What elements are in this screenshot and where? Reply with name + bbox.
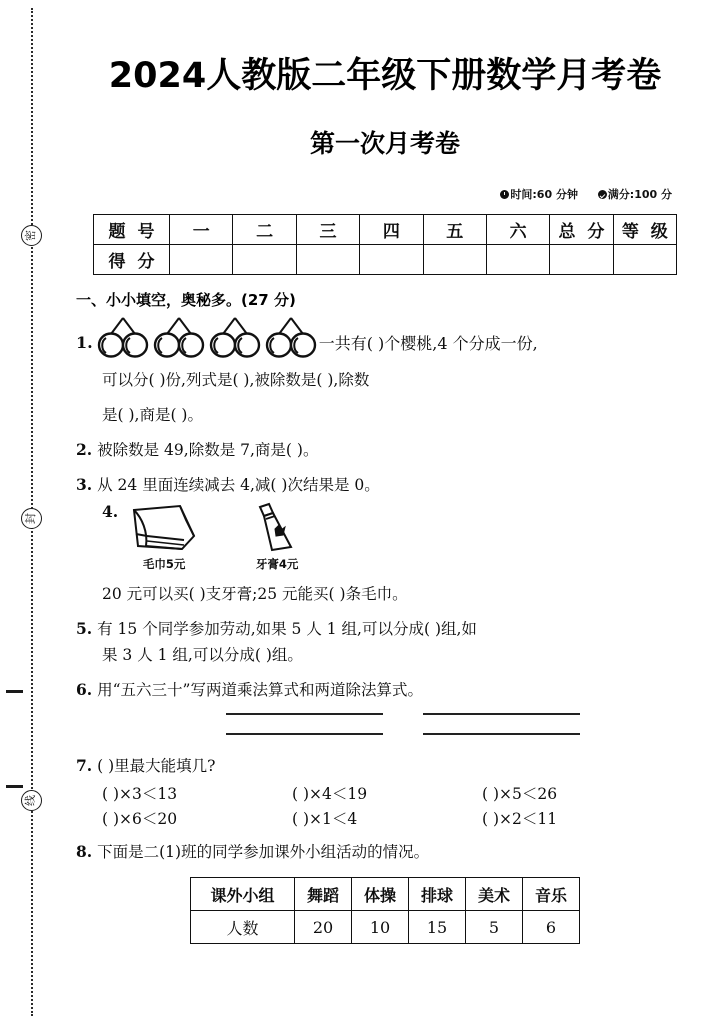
cherry-icon (151, 316, 207, 358)
score-col-total: 总 分 (550, 215, 613, 245)
score-col-grade: 等 级 (613, 215, 676, 245)
towel-icon (122, 502, 206, 554)
group-art: 美术 (466, 878, 523, 911)
exam-time-label: 时间:60 分钟 (510, 188, 578, 201)
question-7-text: ( )里最大能填几? (97, 757, 216, 775)
question-5-line-1: 有 15 个同学参加劳动,如果 5 人 1 组,可以分成( )组,如 (97, 620, 477, 638)
towel-caption: 毛巾5元 (142, 557, 186, 571)
count-gymnastics: 10 (352, 911, 409, 944)
exam-time (500, 186, 578, 202)
question-3 (76, 472, 694, 498)
exam-score-label: 满分:100 分 (607, 188, 672, 201)
seal-char-mi: 密 (21, 225, 42, 246)
cherry-icon (263, 316, 319, 358)
page-subtitle: 第一次月考卷 (309, 129, 460, 158)
blank-item[interactable]: ( )×3＜13 (102, 785, 178, 803)
question-7-number: 7. (76, 756, 93, 775)
question-1-line-1: 一共有( )个樱桃,4 个分成一份, (318, 334, 538, 353)
clock-icon (500, 190, 509, 199)
answer-line[interactable] (226, 733, 383, 735)
toothpaste-icon (242, 502, 312, 554)
question-3-number: 3. (76, 475, 93, 494)
count-art: 5 (466, 911, 523, 944)
question-2-number: 2. (76, 440, 93, 459)
blank-row (102, 782, 694, 804)
score-col-2: 二 (233, 215, 296, 245)
score-col-3: 三 (296, 215, 359, 245)
score-cell-3[interactable] (296, 245, 359, 275)
table-row-groups (191, 878, 580, 911)
question-7-blanks (76, 782, 694, 829)
score-cell-total[interactable] (550, 245, 613, 275)
score-cell-2[interactable] (233, 245, 296, 275)
exam-full-score (598, 186, 672, 202)
seal-tick-upper (6, 690, 23, 693)
score-col-5: 五 (423, 215, 486, 245)
answer-line[interactable] (423, 713, 580, 715)
seal-margin (0, 0, 46, 1024)
question-6 (76, 677, 694, 703)
question-8-text: 下面是二(1)班的同学参加课外小组活动的情况。 (97, 843, 430, 861)
blank-item[interactable]: ( )×6＜20 (102, 810, 178, 828)
blank-item[interactable]: ( )×2＜11 (482, 810, 558, 828)
seal-char-xian: 线 (21, 790, 42, 811)
data-table-row-label-counts: 人数 (191, 911, 295, 944)
blank-row (102, 807, 694, 829)
score-table-row-label-2: 得 分 (94, 245, 170, 275)
question-4-number: 4. (102, 502, 119, 521)
score-cell-1[interactable] (170, 245, 233, 275)
seal-char-feng: 封 (21, 508, 42, 529)
question-6-text: 用“五六三十”写两道乘法算式和两道除法算式。 (97, 681, 423, 699)
question-1-line-3: 是( ),商是( )。 (102, 406, 203, 424)
question-6-answer-area (76, 713, 694, 735)
group-dance: 舞蹈 (295, 878, 352, 911)
question-5 (76, 616, 694, 642)
question-4-text: 20 元可以买( )支牙膏;25 元能买( )条毛巾。 (102, 585, 408, 603)
count-music: 6 (523, 911, 580, 944)
question-2-text: 被除数是 49,除数是 7,商是( )。 (97, 441, 319, 459)
question-2 (76, 437, 694, 463)
score-cell-grade[interactable] (613, 245, 676, 275)
table-row-header (94, 215, 677, 245)
score-cell-5[interactable] (423, 245, 486, 275)
question-6-number: 6. (76, 680, 93, 699)
group-music: 音乐 (523, 878, 580, 911)
question-4-illustrations (76, 502, 694, 572)
cherry-icon (207, 316, 263, 358)
question-1-line-2: 可以分( )份,列式是( ),被除数是( ),除数 (102, 371, 370, 389)
data-table-row-label-groups: 课外小组 (191, 878, 295, 911)
section-1-heading: 一、小小填空，奥秘多。(27 分) (76, 291, 296, 309)
answer-line[interactable] (423, 733, 580, 735)
score-table (93, 214, 677, 275)
count-volleyball: 15 (409, 911, 466, 944)
cherry-icon (95, 316, 151, 358)
check-circle-icon (598, 190, 607, 199)
score-col-6: 六 (486, 215, 549, 245)
question-5-line-2: 果 3 人 1 组,可以分成( )组。 (102, 646, 303, 664)
answer-line[interactable] (226, 713, 383, 715)
toothpaste-caption: 牙膏4元 (255, 557, 299, 571)
question-1 (76, 316, 694, 358)
question-8 (76, 839, 694, 865)
score-cell-6[interactable] (486, 245, 549, 275)
question-7 (76, 753, 694, 779)
table-row-counts (191, 911, 580, 944)
toothpaste-item (242, 502, 312, 572)
question-3-text: 从 24 里面连续减去 4,减( )次结果是 0。 (97, 476, 380, 494)
score-col-4: 四 (360, 215, 423, 245)
score-col-1: 一 (170, 215, 233, 245)
question-1-number: 1. (76, 333, 93, 352)
count-dance: 20 (295, 911, 352, 944)
question-8-number: 8. (76, 842, 93, 861)
group-volleyball: 排球 (409, 878, 466, 911)
blank-item[interactable]: ( )×1＜4 (292, 810, 358, 828)
score-table-row-label: 题 号 (94, 215, 170, 245)
question-5-number: 5. (76, 619, 93, 638)
answer-line-row (226, 733, 694, 735)
blank-item[interactable]: ( )×5＜26 (482, 785, 558, 803)
exam-page (46, 0, 724, 1024)
table-row-scores (94, 245, 677, 275)
page-title: 2024人教版二年级下册数学月考卷 (108, 56, 662, 96)
seal-tick-lower (6, 785, 23, 788)
score-cell-4[interactable] (360, 245, 423, 275)
towel-item (122, 502, 206, 572)
exam-meta (76, 186, 694, 202)
cherry-icon-group (95, 316, 319, 358)
answer-line-row (226, 713, 694, 715)
activity-data-table (190, 877, 580, 944)
group-gymnastics: 体操 (352, 878, 409, 911)
blank-item[interactable]: ( )×4＜19 (292, 785, 368, 803)
